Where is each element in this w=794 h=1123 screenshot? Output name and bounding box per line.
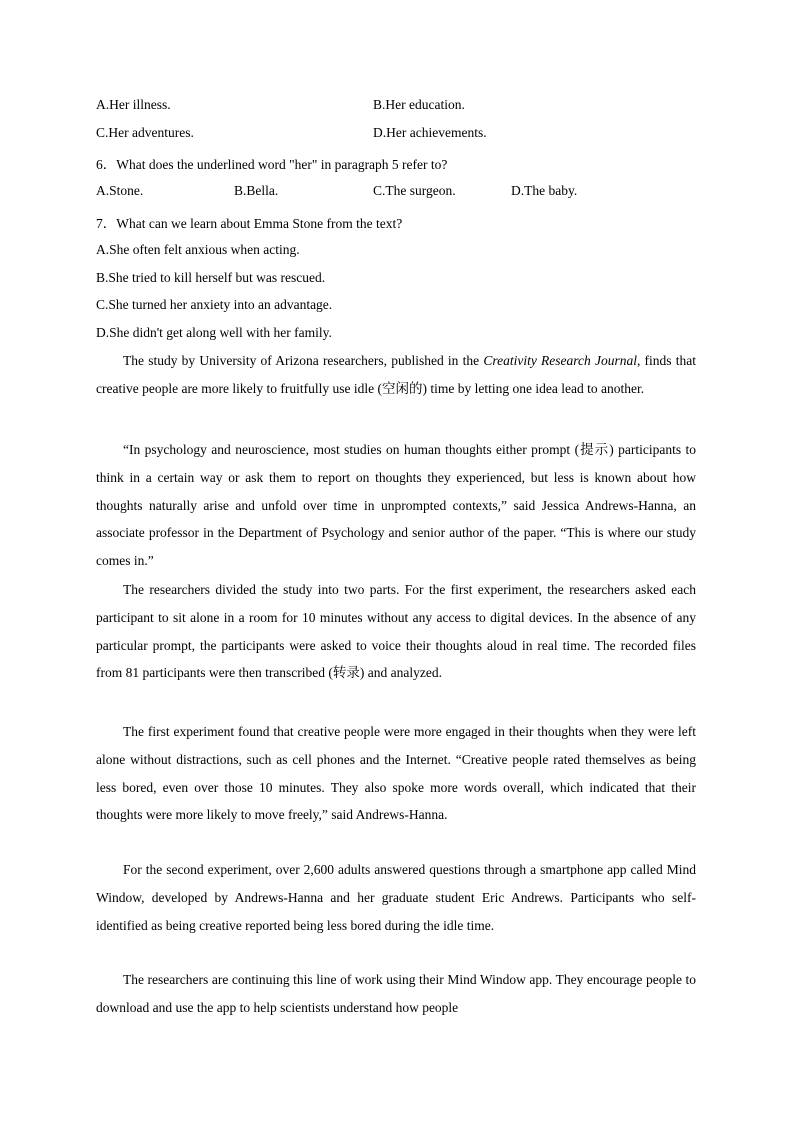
- q6-option-d: D.The baby.: [511, 183, 578, 198]
- passage-paragraph-4: The first experiment found that creative people were more engaged in their thoughts when they were left alone without distractions, such as cell phones and the Internet. “Creative people rated themselves as being less bored, even over those 10 minutes. They also spoke more words overall, which indicated that their thoughts were more likely to move freely,” said Andrews-Hanna.: [96, 724, 696, 823]
- q7-option-c: C.She turned her anxiety into an advantage.: [96, 297, 333, 312]
- q7-option-d: D.She didn't get along well with her family.: [96, 325, 332, 340]
- q7-stem: 7．What can we learn about Emma Stone from the text?: [96, 216, 403, 231]
- p1-post: , finds that creative people are more likely to fruitfully use idle (空闲的) time by letting one idea lead to another.: [96, 353, 696, 396]
- q6-option-c: C.The surgeon.: [373, 183, 456, 198]
- q5-option-a: A.Her illness.: [96, 97, 171, 112]
- q5-option-c: C.Her adventures.: [96, 125, 194, 140]
- passage-paragraph-5: For the second experiment, over 2,600 adults answered questions through a smartphone app called Mind Window, developed by Andrews-Hanna and her graduate student Eric Andrews. Participants who self-identified as being creative reported being less bored during the idle time.: [96, 862, 696, 933]
- q5-option-b: B.Her education.: [373, 97, 465, 112]
- q5-option-d: D.Her achievements.: [373, 125, 487, 140]
- q6-stem: 6．What does the underlined word "her" in paragraph 5 refer to?: [96, 157, 448, 172]
- q7-option-b: B.She tried to kill herself but was rescued.: [96, 270, 326, 285]
- passage-paragraph-1: [96, 347, 696, 403]
- journal-title: Creativity Research Journal: [483, 353, 637, 368]
- passage-paragraph-6: The researchers are continuing this line of work using their Mind Window app. They encourage people to download and use the app to help scientists understand how people: [96, 972, 696, 1015]
- q6-option-a: A.Stone.: [96, 183, 144, 198]
- passage-paragraph-2: “In psychology and neuroscience, most studies on human thoughts either prompt (提示) participants to think in a certain way or ask them to report on thoughts they experienced, but less is known about how thoughts naturally arise and unfold over time in unprompted contexts,” said Jessica Andrews-Hanna, an associate professor in the Department of Psychology and senior author of the paper. “This is where our study comes in.”: [96, 442, 696, 569]
- q7-option-a: A.She often felt anxious when acting.: [96, 242, 300, 257]
- p1-pre: The study by University of Arizona researchers, published in the: [123, 353, 484, 368]
- passage-paragraph-3: The researchers divided the study into two parts. For the first experiment, the researchers asked each participant to sit alone in a room for 10 minutes without any access to digital devices. In the absence of any particular prompt, the participants were asked to voice their thoughts aloud in real time. The recorded files from 81 participants were then transcribed (转录) and analyzed.: [96, 582, 696, 681]
- q6-option-b: B.Bella.: [234, 183, 279, 198]
